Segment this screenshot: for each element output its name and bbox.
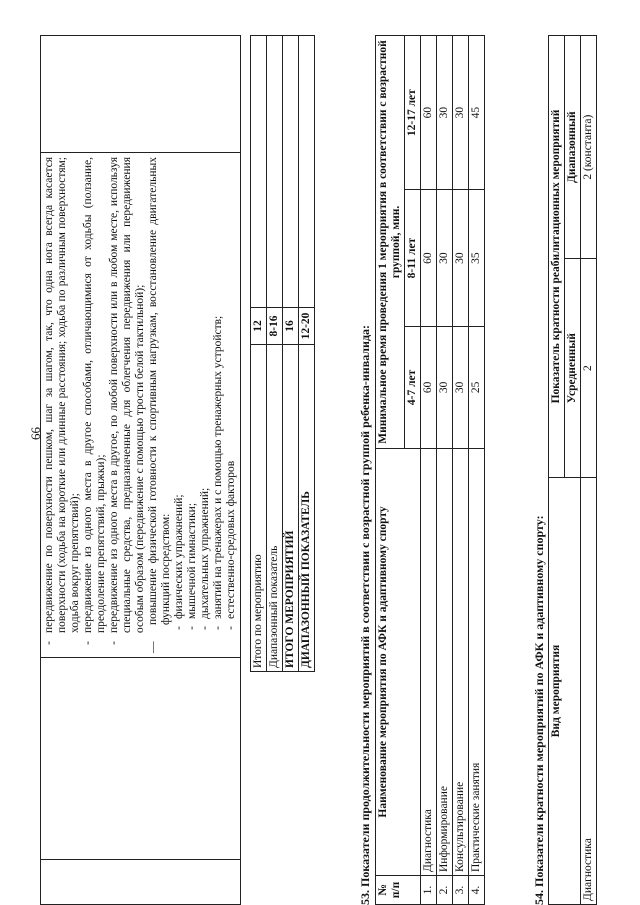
section-53-title: 53. Показатели продолжительности мероприятий в соответствии с возрастной группой ребенка-инвалида:	[358, 324, 372, 905]
table-row: 4. Практические занятия 25 35 45	[469, 36, 485, 905]
table-header-row: 4-7 лет 8-11 лет 12-17 лет	[405, 36, 421, 905]
table-row: ИТОГО МЕРОПРИЯТИЙ 16	[283, 36, 299, 672]
table-row: 2. Информирование 30 30 30	[437, 36, 453, 905]
duration-table	[375, 35, 485, 905]
list-item: - передвижение из одного места в другое, по любой поверхности или в любом месте, используя специальные средства, предназначенные для облегчения передвижения или передвижения особым образом (передвижение с помощью трости белой тактильной);	[108, 157, 146, 645]
totals-table	[250, 35, 315, 672]
list-item: - физических упражнений;	[173, 494, 185, 630]
table-header-row: № п/п Наименование мероприятия по АФК и адаптивному спорту Минимальное время проведения 1 мероприятия в соответствии с возрастной группой, мин.	[376, 36, 405, 905]
document-sheet	[40, 35, 605, 905]
table-row: Итого по мероприятию 12	[251, 36, 267, 672]
table-row: Диагностика 2 2 (константа)	[581, 36, 597, 905]
table-header-row: Усредненный Диапазонный	[565, 36, 581, 905]
page-number: 66	[28, 427, 43, 440]
list-item: - передвижение из одного места в другое способами, отличающимися от ходьбы (ползание, преодоление препятствий, прыжки);	[82, 157, 107, 645]
activities-table-continuation	[40, 35, 241, 905]
list-item: - естественно-средовых факторов	[225, 460, 237, 630]
list-item: - мышечной гимнастики;	[186, 502, 198, 630]
table-row: 1. Диагностика 60 60 60	[421, 36, 437, 905]
table-row	[41, 36, 241, 905]
table-row: Диапазонный показатель 8-16	[267, 36, 283, 672]
list-item: - занятий на тренажерах и с помощью тренажерных устройств;	[212, 315, 224, 630]
section-54-title: 54. Показатели кратности мероприятий по АФК и адаптивному спорту:	[532, 515, 546, 905]
table-row: 3. Консультирование 30 30 30	[453, 36, 469, 905]
frequency-table	[548, 35, 597, 905]
activity-description-cell	[41, 153, 241, 658]
table-row: ДИАПАЗОННЫЙ ПОКАЗАТЕЛЬ 12-20	[299, 36, 315, 672]
list-item: - передвижение по поверхности пешком, шаг за шагом, так, что одна нога всегда касается поверхности (ходьба на короткие или длинные расстояния; ходьба по различным поверхностям; ходьба вокруг препятствий);	[43, 157, 81, 645]
table-header-row: Вид мероприятия Показатель кратности реабилитационных мероприятий	[549, 36, 565, 905]
list-item: — повышение физической готовности к спортивным нагрузкам, восстановление двигательных функций посредством:	[147, 157, 172, 653]
list-item: - дыхательных упражнений;	[199, 487, 211, 630]
